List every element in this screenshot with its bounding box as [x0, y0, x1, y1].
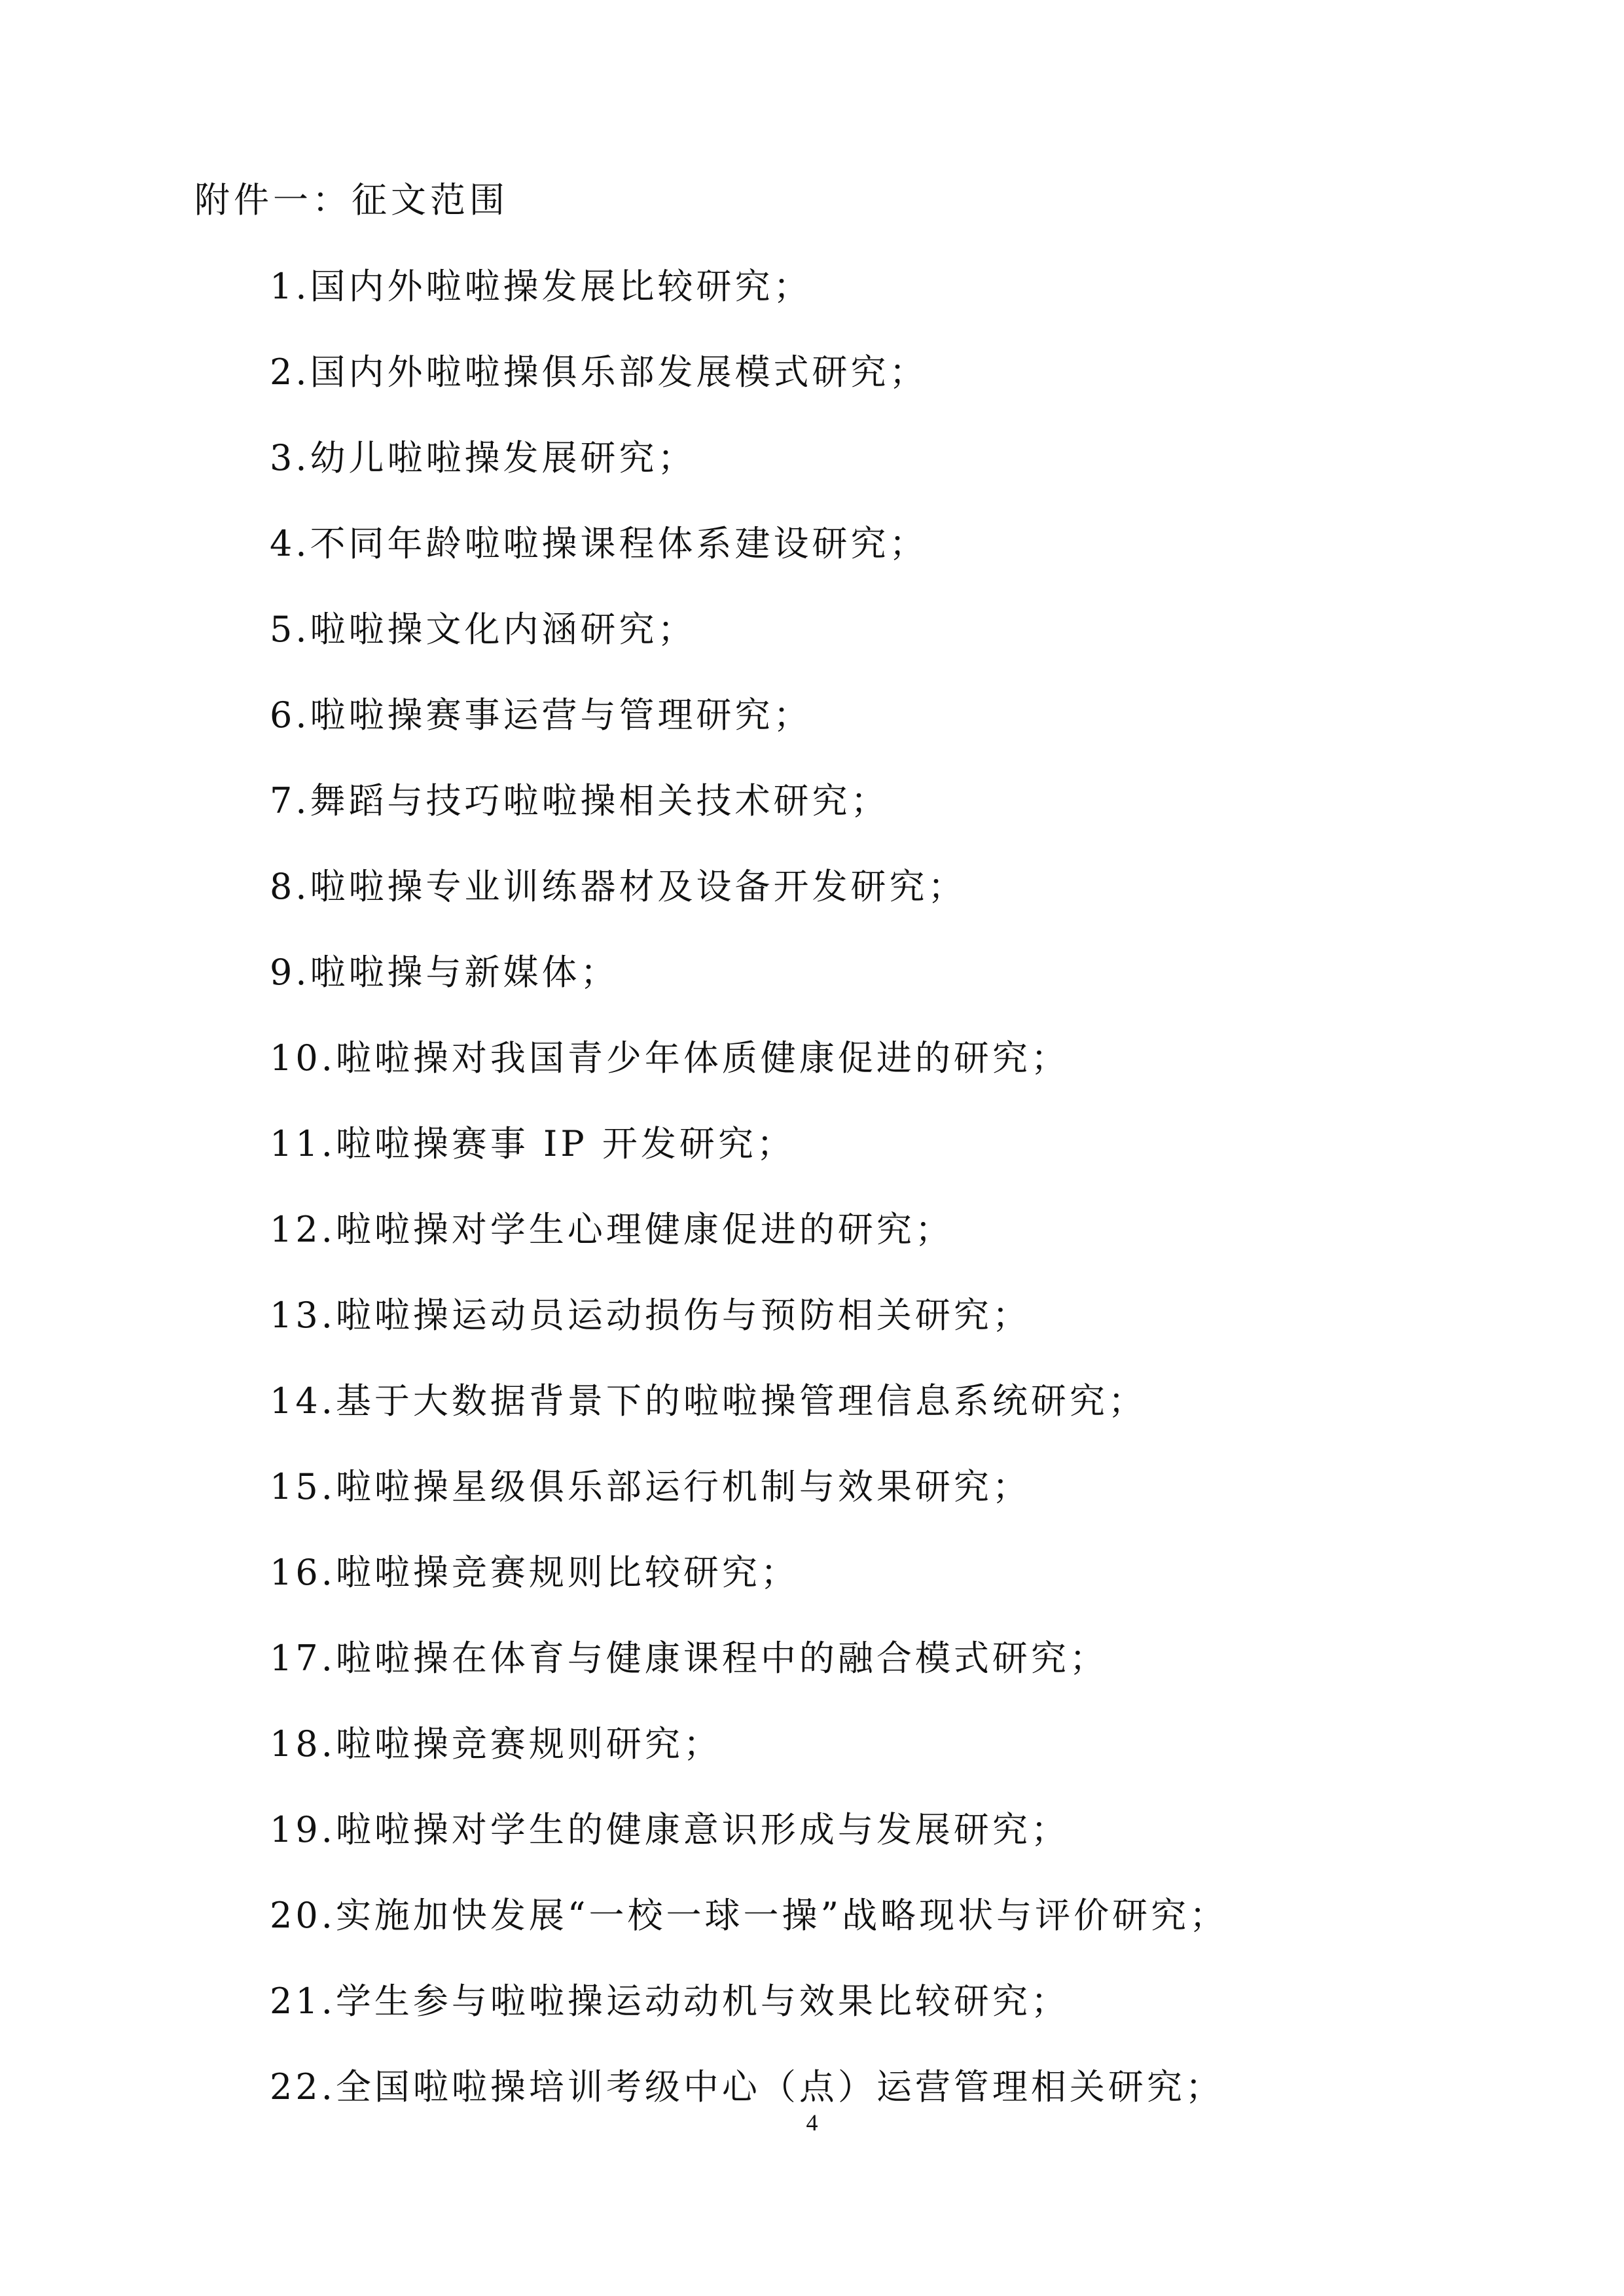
attachment-heading: 附件一：征文范围: [194, 179, 509, 221]
topic-item-8: 8.啦啦操专业训练器材及设备开发研究；: [270, 866, 967, 907]
topic-item-5: 5.啦啦操文化内涵研究；: [270, 609, 696, 650]
topic-item-17: 17.啦啦操在体育与健康课程中的融合模式研究；: [270, 1638, 1108, 1679]
topic-item-6: 6.啦啦操赛事运营与管理研究；: [270, 694, 812, 736]
page-number: 4: [806, 2109, 818, 2136]
topic-item-19: 19.啦啦操对学生的健康意识形成与发展研究；: [270, 1809, 1070, 1850]
topic-item-7: 7.舞蹈与技巧啦啦操相关技术研究；: [270, 780, 890, 821]
topic-item-20: 20.实施加快发展“一校一球一操”战略现状与评价研究；: [270, 1895, 1229, 1936]
topic-item-21: 21.学生参与啦啦操运动动机与效果比较研究；: [270, 1981, 1070, 2022]
topic-item-14: 14.基于大数据背景下的啦啦操管理信息系统研究；: [270, 1380, 1147, 1422]
topic-item-9: 9.啦啦操与新媒体；: [270, 952, 619, 993]
topic-item-3: 3.幼儿啦啦操发展研究；: [270, 437, 696, 478]
topic-item-16: 16.啦啦操竞赛规则比较研究；: [270, 1552, 799, 1593]
topic-item-12: 12.啦啦操对学生心理健康促进的研究；: [270, 1209, 954, 1250]
topic-item-1: 1.国内外啦啦操发展比较研究；: [270, 266, 812, 307]
topic-item-18: 18.啦啦操竞赛规则研究；: [270, 1723, 722, 1765]
topic-item-13: 13.啦啦操运动员运动损伤与预防相关研究；: [270, 1295, 1031, 1336]
topic-item-4: 4.不同年龄啦啦操课程体系建设研究；: [270, 523, 928, 564]
topic-item-2: 2.国内外啦啦操俱乐部发展模式研究；: [270, 351, 928, 393]
topic-item-10: 10.啦啦操对我国青少年体质健康促进的研究；: [270, 1037, 1070, 1079]
topic-list: [270, 260, 1228, 2147]
topic-item-11: 11.啦啦操赛事 IP 开发研究；: [270, 1123, 795, 1164]
topic-item-15: 15.啦啦操星级俱乐部运行机制与效果研究；: [270, 1466, 1031, 1507]
topic-item-22: 22.全国啦啦操培训考级中心（点）运营管理相关研究；: [270, 2066, 1224, 2108]
